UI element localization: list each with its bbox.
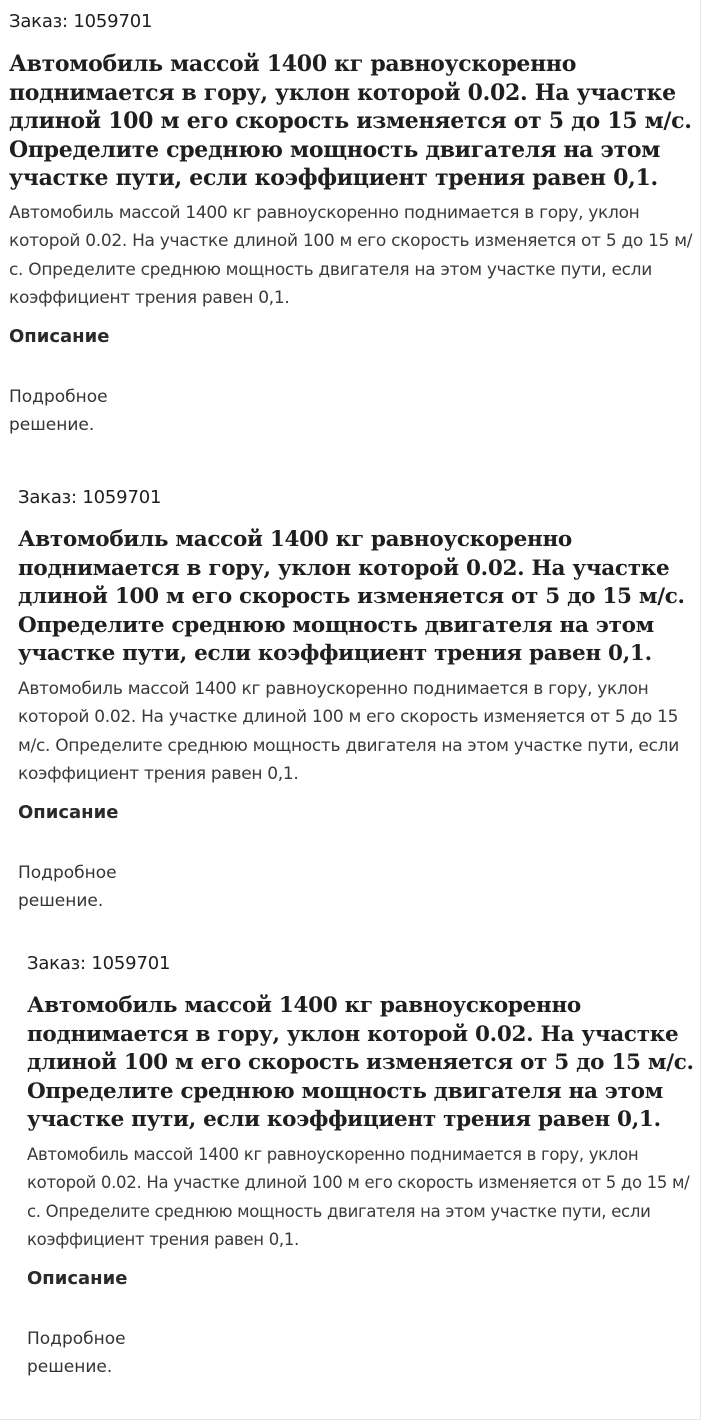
order-card-1: [9, 10, 699, 439]
description-heading: Описание: [27, 1267, 128, 1289]
description-text: Подробное решение.: [27, 1328, 126, 1377]
task-text: Автомобиль массой 1400 кг равноускоренно поднимается в гору, уклон которой 0.02. На участке длиной 100 м его скорость изменяется от 5 до 15 м/с. Определите среднюю мощность двигателя на этом участке пути, если коэффициент трения равен 0,1.: [27, 1144, 690, 1249]
order-card-2: [18, 486, 698, 915]
order-card-3: [27, 952, 695, 1381]
description-heading: Описание: [9, 325, 110, 347]
task-title: Автомобиль массой 1400 кг равноускоренно поднимается в гору, уклон которой 0.02. На участке длиной 100 м его скорость изменяется от 5 до 15 м/с. Определите среднюю мощность двигателя на этом участке пути, если коэффициент трения равен 0,1.: [18, 527, 685, 666]
description-text: Подробное решение.: [9, 386, 108, 435]
task-text: Автомобиль массой 1400 кг равноускоренно поднимается в гору, уклон которой 0.02. На участке длиной 100 м его скорость изменяется от 5 до 15 м/с. Определите среднюю мощность двигателя на этом участке пути, если коэффициент трения равен 0,1.: [9, 202, 693, 308]
description-text: Подробное решение.: [18, 862, 117, 911]
task-title: Автомобиль массой 1400 кг равноускоренно поднимается в гору, уклон которой 0.02. На участке длиной 100 м его скорость изменяется от 5 до 15 м/с. Определите среднюю мощность двигателя на этом участке пути, если коэффициент трения равен 0,1.: [27, 993, 694, 1132]
order-number: Заказ: 1059701: [18, 487, 162, 508]
task-text: Автомобиль массой 1400 кг равноускоренно поднимается в гору, уклон которой 0.02. На участке длиной 100 м его скорость изменяется от 5 до 15 м/с. Определите среднюю мощность двигателя на этом участке пути, если коэффициент трения равен 0,1.: [18, 678, 679, 784]
order-number: Заказ: 1059701: [9, 11, 153, 32]
task-title: Автомобиль массой 1400 кг равноускоренно поднимается в гору, уклон которой 0.02. На участке длиной 100 м его скорость изменяется от 5 до 15 м/с. Определите среднюю мощность двигателя на этом участке пути, если коэффициент трения равен 0,1.: [9, 51, 692, 191]
description-heading: Описание: [18, 801, 119, 823]
order-number: Заказ: 1059701: [27, 953, 171, 974]
